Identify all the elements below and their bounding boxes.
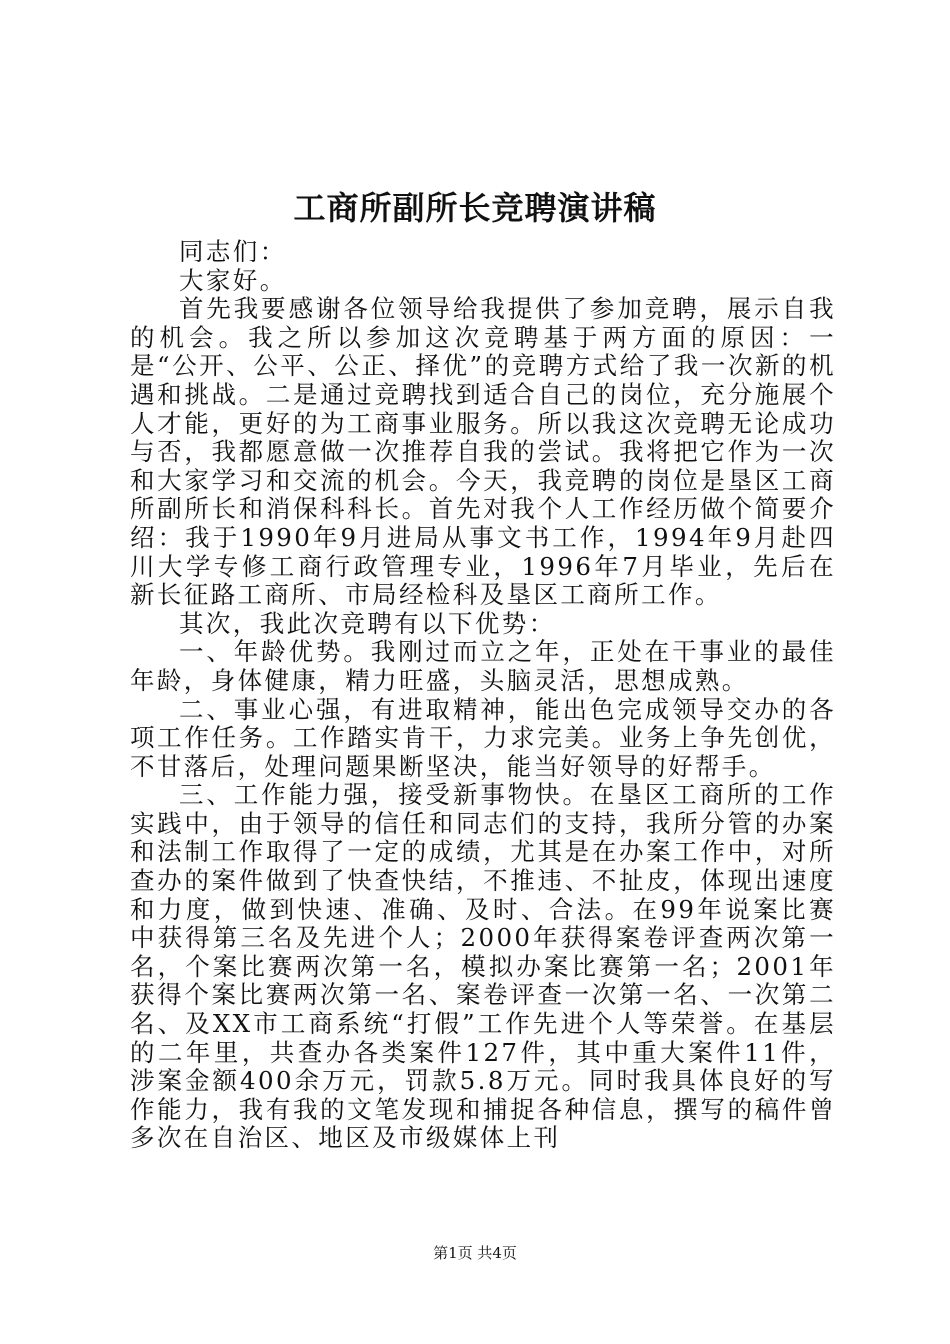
salutation-paragraph: 同志们： [179, 237, 287, 266]
advantage-one-paragraph: 一、年龄优势。我刚过而立之年，正处在干事业的最佳年龄，身体健康，精力旺盛，头脑灵活，思想成熟。 [130, 637, 836, 695]
advantages-intro-paragraph: 其次，我此次竞聘有以下优势： [179, 608, 556, 638]
greeting-paragraph: 大家好。 [179, 265, 287, 295]
intro-paragraph: 首先我要感谢各位领导给我提供了参加竞聘，展示自我的机会。我之所以参加这次竞聘基于两方面的原因：一是“公开、公平、公正、择优”的竞聘方式给了我一次新的机遇和挑战。二是通过竞聘找到适合自己的岗位，充分施展个人才能，更好的为工商事业服务。所以我这次竞聘无论成功与否，我都愿意做一次推荐自我的尝试。我将把它作为一次和大家学习和交流的机会。今天，我竞聘的岗位是垦区工商所副所长和消保科科长。首先对我个人工作经历做个简要介绍：我于1990年9月进局从事文书工作，1994年9月赴四川大学专修工商行政管理专业，1996年7月毕业，先后在新长征路工商所、市局经检科及垦区工商所工作。 [130, 294, 836, 610]
advantage-two-paragraph: 二、事业心强，有进取精神，能出色完成领导交办的各项工作任务。工作踏实肯干，力求完美。业务上争先创优，不甘落后，处理问题果断坚决，能当好领导的好帮手。 [130, 694, 836, 781]
page-footer: 第1页 共4页 [433, 1244, 517, 1262]
document-body [130, 238, 836, 1153]
document-title: 工商所副所长竞聘演讲稿 [293, 189, 657, 227]
advantage-three-paragraph: 三、工作能力强，接受新事物快。在垦区工商所的工作实践中，由于领导的信任和同志们的支持，我所分管的办案和法制工作取得了一定的成绩，尤其是在办案工作中，对所查办的案件做到了快查快结，不推违、不扯皮，体现出速度和力度，做到快速、准确、及时、合法。在99年说案比赛中获得第三名及先进个人；2000年获得案卷评查两次第一名，个案比赛两次第一名，模拟办案比赛第一名；2001年获得个案比赛两次第一名、案卷评查一次第一名、一次第二名、及XX市工商系统“打假”工作先进个人等荣誉。在基层的二年里，共查办各类案件127件，其中重大案件11件，涉案金额400余万元，罚款5.8万元。同时我具体良好的写作能力，我有我的文笔发现和捕捉各种信息，撰写的稿件曾多次在自治区、地区及市级媒体上刊 [130, 780, 836, 1153]
